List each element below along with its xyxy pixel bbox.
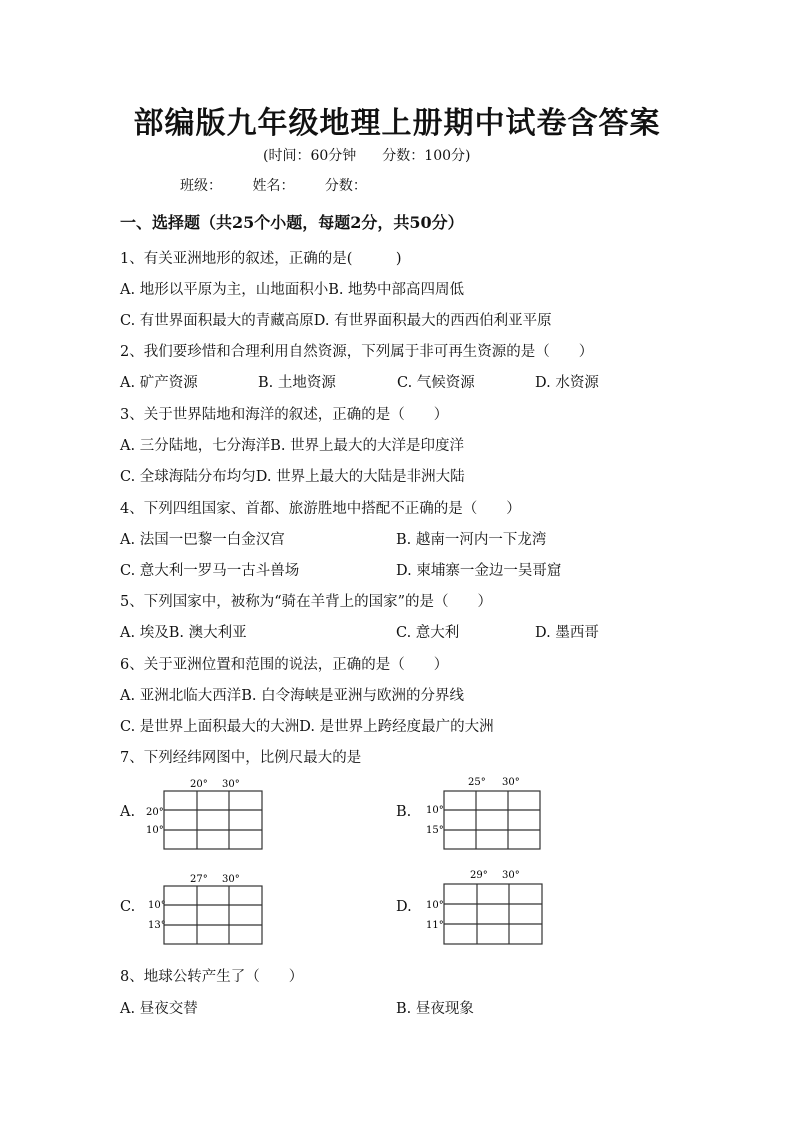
question-4: 4、下列四组国家、首都、旅游胜地中搭配不正确的是（ ）: [120, 501, 521, 517]
q8-option-a: A. 昼夜交替: [120, 1001, 198, 1017]
section-heading: 一、选择题（共25个小题，每题2分，共50分）: [120, 213, 464, 232]
q6-options-ab: A. 亚洲北临大西洋B. 白令海峡是亚洲与欧洲的分界线: [120, 688, 465, 704]
q5-options-ab: A. 埃及B. 澳大利亚: [120, 625, 247, 641]
grid-c-lon-2: 30°: [222, 874, 240, 885]
q2-option-d: D. 水资源: [535, 375, 599, 391]
q7-option-d-label: D.: [396, 899, 412, 915]
grid-c-lat-2: 13°: [148, 920, 166, 931]
q7-option-a-label: A.: [120, 804, 136, 820]
q2-option-a: A. 矿产资源: [120, 375, 198, 391]
grid-c-lon-1: 27°: [190, 874, 208, 885]
grid-a-lat-1: 20°: [146, 807, 164, 818]
student-info: [180, 175, 393, 195]
class-label: 班级：: [180, 178, 222, 194]
question-1: 1、有关亚洲地形的叙述，正确的是( ): [120, 251, 402, 267]
grid-a-lon-1: 20°: [190, 779, 208, 790]
grid-a-lon-2: 30°: [222, 779, 240, 790]
question-8: 8、地球公转产生了（ ）: [120, 969, 304, 985]
q3-options-ab: A. 三分陆地，七分海洋B. 世界上最大的大洋是印度洋: [120, 438, 465, 454]
q4-option-c: C. 意大利一罗马一古斗兽场: [120, 563, 300, 579]
name-label: 姓名：: [252, 178, 295, 194]
q4-option-d: D. 柬埔寨一金边一吴哥窟: [396, 563, 562, 579]
q8-option-b: B. 昼夜现象: [396, 1001, 474, 1017]
grid-b-lat-2: 15°: [426, 825, 444, 836]
question-5: 5、下列国家中，被称为“骑在羊背上的国家”的是（ ）: [120, 594, 493, 610]
q7-grid-b: [420, 773, 550, 855]
q7-grid-a: [140, 775, 270, 855]
q1-options-ab: A. 地形以平原为主，山地面积小B. 地势中部高四周低: [120, 282, 465, 298]
grid-d-lon-2: 30°: [502, 870, 520, 881]
q6-options-cd: C. 是世界上面积最大的大洲D. 是世界上跨经度最广的大洲: [120, 719, 494, 735]
q7-grid-c: [140, 870, 270, 950]
q4-option-b: B. 越南一河内一下龙湾: [396, 532, 547, 548]
q2-option-b: B. 土地资源: [258, 375, 336, 391]
grid-b-lon-2: 30°: [502, 777, 520, 788]
q1-options-cd: C. 有世界面积最大的青藏高原D. 有世界面积最大的西西伯利亚平原: [120, 313, 552, 329]
q4-option-a: A. 法国一巴黎一白金汉宫: [120, 532, 285, 548]
grid-d-lon-1: 29°: [470, 870, 488, 881]
question-2: 2、我们要珍惜和合理利用自然资源，下列属于非可再生资源的是（ ）: [120, 344, 594, 360]
grid-d-lat-1: 10°: [426, 900, 444, 911]
q5-option-d: D. 墨西哥: [535, 625, 599, 641]
grid-b-lat-1: 10°: [426, 805, 444, 816]
q7-option-c-label: C.: [120, 899, 136, 915]
grid-d-lat-2: 11°: [426, 920, 444, 931]
page-title: 部编版九年级地理上册期中试卷含答案: [133, 106, 661, 141]
question-6: 6、关于亚洲位置和范围的说法，正确的是（ ）: [120, 657, 449, 673]
grid-b-lon-1: 25°: [468, 777, 486, 788]
q3-options-cd: C. 全球海陆分布均匀D. 世界上最大的大陆是非洲大陆: [120, 469, 465, 485]
grid-a-lat-2: 10°: [146, 825, 164, 836]
q7-grid-d: [420, 866, 550, 950]
grid-c-lat-1: 10°: [148, 900, 166, 911]
time-limit: (时间：60分钟: [263, 148, 357, 164]
points-label: 分数：: [324, 178, 367, 194]
q5-option-c: C. 意大利: [396, 625, 460, 641]
exam-meta: [263, 145, 496, 165]
question-3: 3、关于世界陆地和海洋的叙述，正确的是（ ）: [120, 407, 449, 423]
q7-option-b-label: B.: [396, 804, 412, 820]
question-7: 7、下列经纬网图中，比例尺最大的是: [120, 750, 362, 766]
total-score: 分数：100分): [382, 148, 471, 164]
q2-option-c: C. 气候资源: [397, 375, 475, 391]
